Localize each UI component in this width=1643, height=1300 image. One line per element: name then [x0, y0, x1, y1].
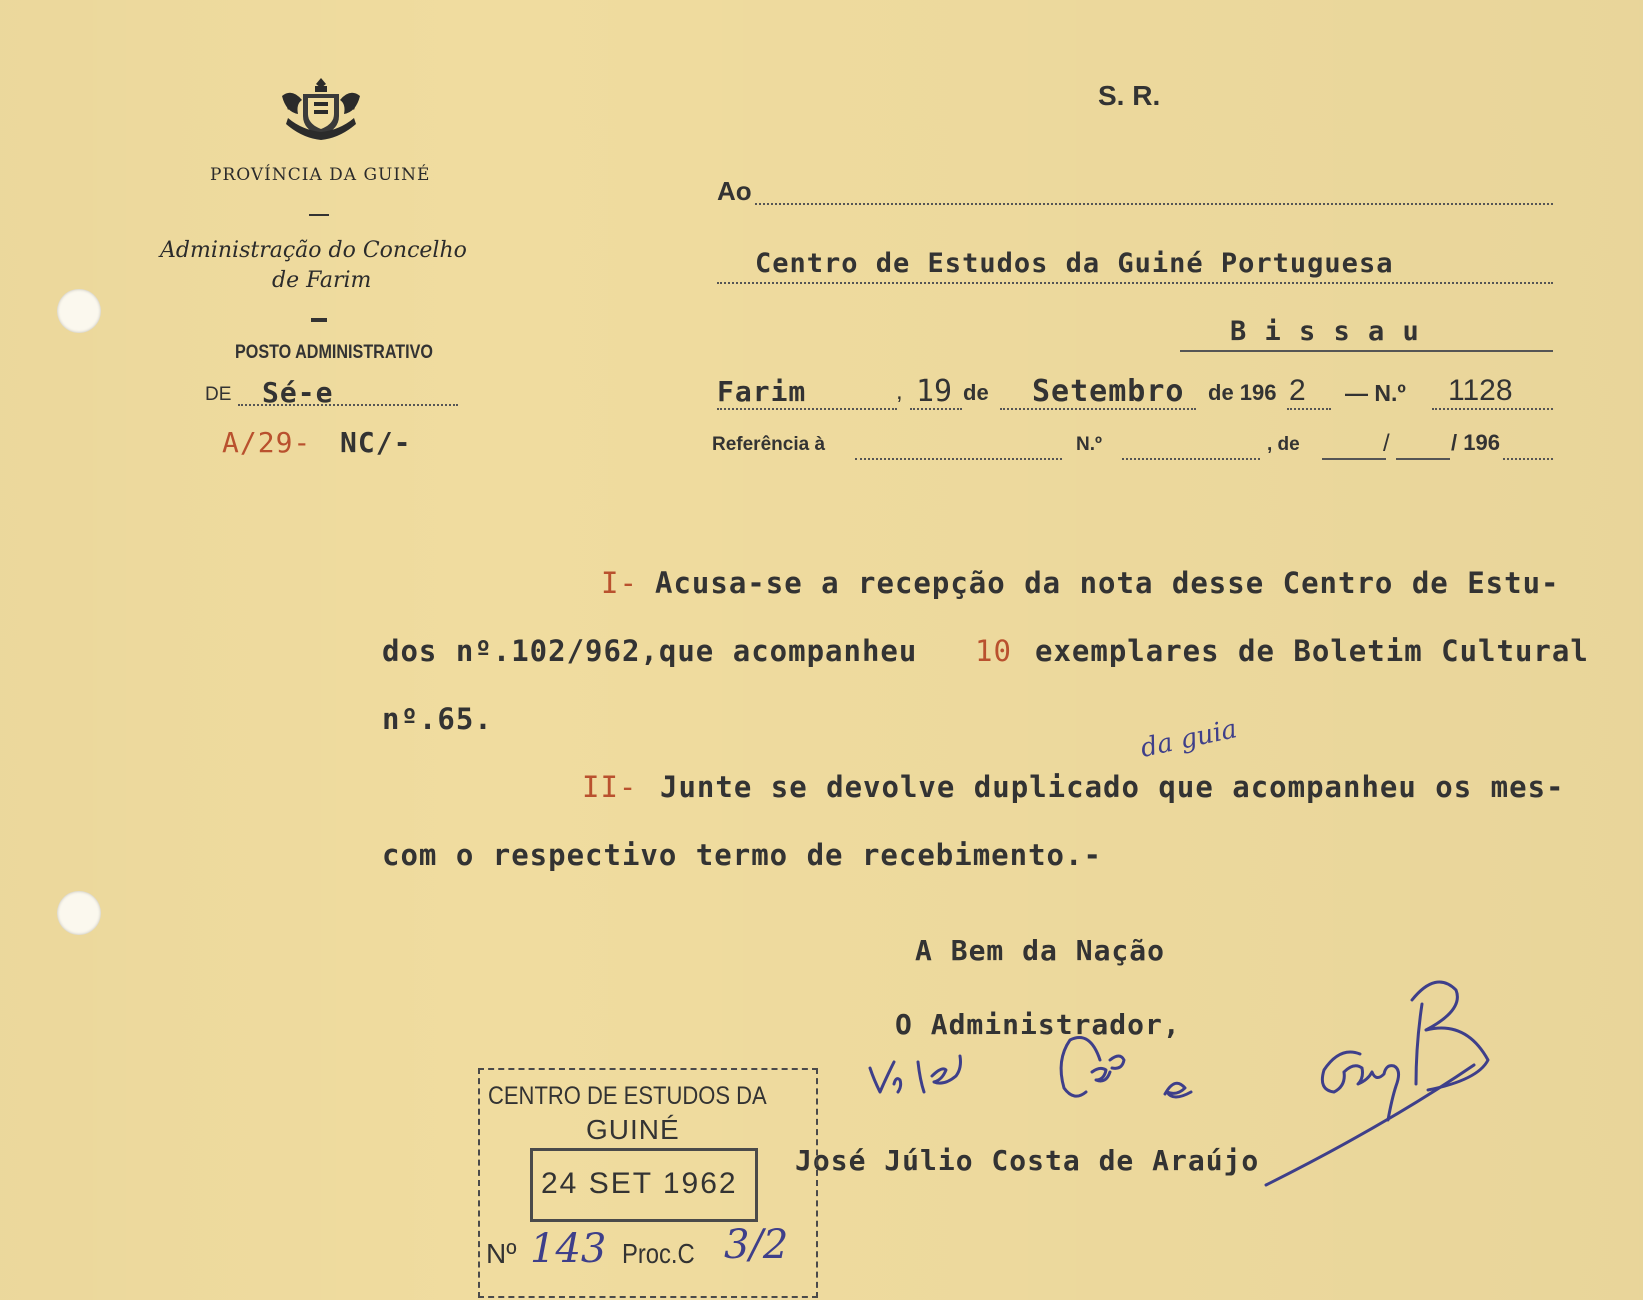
- sr-mark: S. R.: [1098, 80, 1161, 111]
- number-dotted-line: [1432, 408, 1553, 410]
- reference-day-line: [1322, 458, 1386, 460]
- handwritten-signature: [860, 980, 1580, 1240]
- paragraph1-line2b: exemplares de Boletim Cultural: [1035, 634, 1589, 668]
- year-dotted-line: [1287, 408, 1331, 410]
- de-label: DE: [205, 384, 232, 405]
- posto-label: POSTO ADMINISTRATIVO: [235, 342, 433, 363]
- paragraph1-line2a: dos nº.102/962,que acompanheu: [382, 634, 918, 668]
- reference-dotted-line: [855, 458, 1062, 460]
- paragraph2-line1: Junte se devolve duplicado que acompanheu os mes-: [660, 770, 1565, 804]
- reference-year: / 196: [1451, 430, 1500, 455]
- recipient-dotted-line: [717, 282, 1553, 284]
- paragraph1-count: 10: [975, 634, 1012, 668]
- stamp-institution: CENTRO DE ESTUDOS DA: [488, 1082, 767, 1110]
- stamp-no-label: Nº: [486, 1238, 517, 1269]
- coat-of-arms-emblem: [278, 74, 364, 146]
- day-dotted-line: [910, 408, 962, 410]
- address-label: Ao: [717, 176, 752, 206]
- stamp-proc-value: 3/2: [724, 1222, 789, 1268]
- punch-hole-bottom: [57, 891, 101, 935]
- address-dotted-line: [755, 203, 1553, 205]
- admin-title-line2: de Farim: [272, 268, 372, 293]
- stamp-no-value: 143: [530, 1226, 607, 1272]
- de-value: Sé-e: [262, 376, 334, 409]
- reference-label: Referência à: [712, 434, 826, 455]
- place-dotted-line: [717, 408, 897, 410]
- signatory-name: José Júlio Costa de Araújo: [795, 1144, 1260, 1177]
- province-label: PROVÍNCIA DA GUINÉ: [210, 165, 431, 185]
- date-day: 19: [916, 374, 953, 409]
- short-rule: [309, 214, 329, 216]
- stamp-guine: GUINÉ: [586, 1114, 680, 1145]
- recipient-city: B i s s a u: [1230, 316, 1420, 347]
- reference-month-line: [1396, 458, 1450, 460]
- handwritten-insert: da guia: [1137, 714, 1240, 764]
- admin-title-line1: Administração do Concelho: [160, 238, 467, 263]
- date-year-prefix: de 196: [1208, 380, 1277, 405]
- date-month: Setembro: [1032, 374, 1185, 409]
- stamp-date-box: [530, 1148, 758, 1222]
- number-label: — N.º: [1345, 380, 1406, 406]
- date-year-digit: 2: [1289, 374, 1306, 407]
- date-place: Farim: [717, 375, 807, 408]
- stamp-proc-label: Proc.C: [622, 1238, 695, 1269]
- date-comma: ,: [896, 378, 903, 405]
- month-dotted-line: [1000, 408, 1196, 410]
- punch-hole-top: [57, 289, 101, 333]
- stamp-date: 24 SET 1962: [541, 1167, 738, 1200]
- salutation: A Bem da Nação: [915, 934, 1166, 967]
- paragraph1-number: I-: [601, 566, 638, 600]
- reference-slash1: /: [1383, 430, 1390, 457]
- ref-code: NC/-: [340, 426, 412, 459]
- signatory-title: O Administrador,: [895, 1008, 1181, 1041]
- paragraph1-line3: nº.65.: [382, 702, 493, 736]
- paragraph2-line2: com o respectivo termo de recebimento.-: [382, 838, 1102, 872]
- reference-number-dotted-line: [1122, 458, 1260, 460]
- paragraph1-line1: Acusa-se a recepção da nota desse Centro de Estu-: [655, 566, 1560, 600]
- reference-de-label: , de: [1267, 434, 1300, 455]
- ref-code-red: A/29-: [222, 426, 312, 459]
- document-number: 1128: [1448, 374, 1513, 407]
- city-dotted-line: [1180, 350, 1553, 352]
- paragraph2-number: II-: [582, 770, 638, 804]
- recipient-name: Centro de Estudos da Guiné Portuguesa: [755, 248, 1394, 279]
- reference-number-label: N.º: [1076, 434, 1102, 455]
- short-rule-thick: [311, 318, 327, 322]
- received-stamp: [478, 1068, 818, 1298]
- reference-year-line: [1503, 458, 1553, 460]
- date-de1: de: [963, 380, 989, 405]
